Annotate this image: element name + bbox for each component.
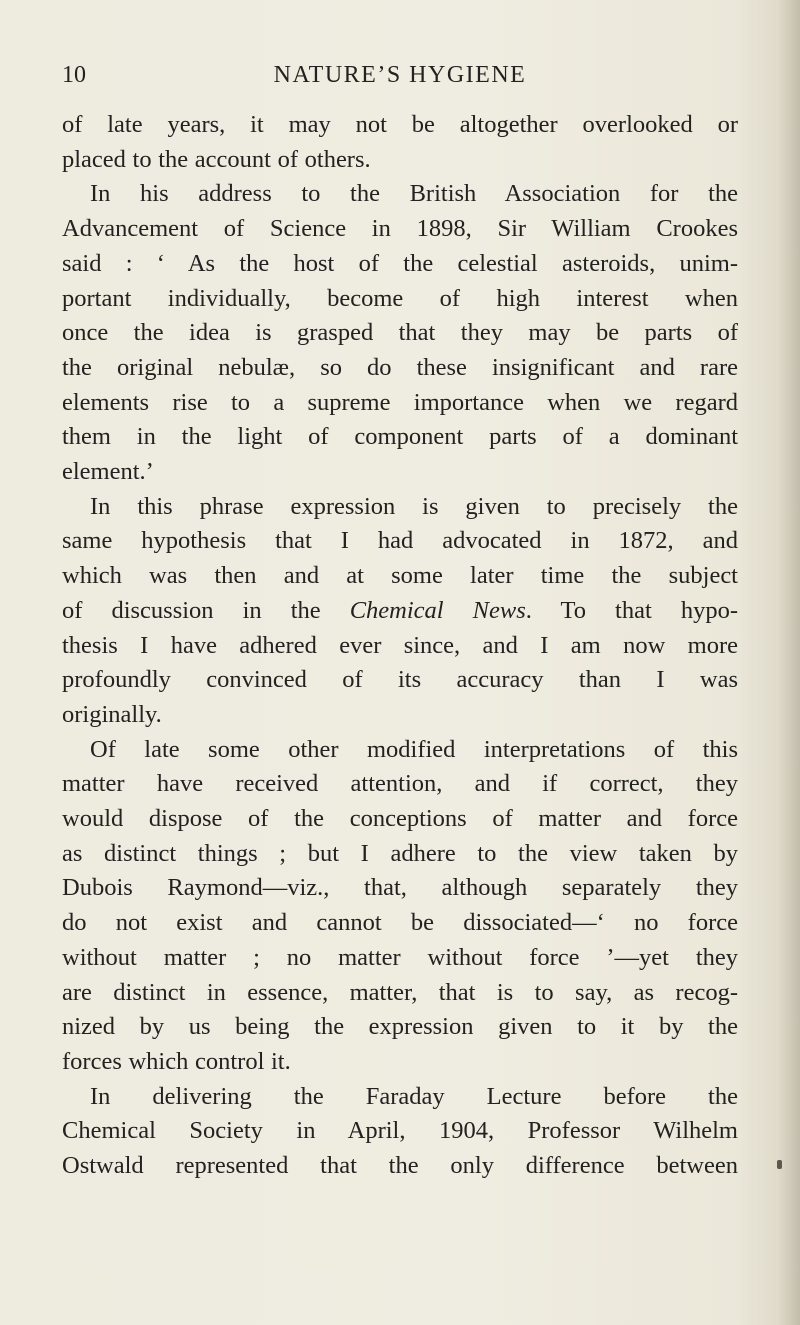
- margin-mark: [777, 1160, 782, 1169]
- page-edge-shadow: [778, 0, 800, 1325]
- text-line: matter have received attention, and if correct, they: [62, 770, 738, 798]
- text-line: In this phrase expression is given to precisely the: [90, 492, 738, 520]
- text-line: which was then and at some later time the subject: [62, 562, 738, 590]
- text-line: are distinct in essence, matter, that is to say, as recog-: [62, 978, 738, 1006]
- paragraph-2: [62, 177, 738, 489]
- text-line: once the idea is grasped that they may be parts of: [62, 319, 738, 347]
- text-line: elements rise to a supreme importance when we regard: [62, 388, 738, 416]
- text-line: of late years, it may not be altogether overlooked or: [62, 111, 738, 138]
- text-line: Advancement of Science in 1898, Sir William Crookes: [62, 215, 738, 243]
- text-line: [62, 594, 738, 629]
- text-line: In delivering the Faraday Lecture before the: [90, 1082, 738, 1110]
- text-line: Chemical Society in April, 1904, Professor Wilhelm: [62, 1117, 738, 1145]
- text-line: said : ‘ As the host of the celestial asteroids, unim-: [62, 249, 738, 277]
- text-line: originally.: [62, 700, 162, 728]
- text-line: profoundly convinced of its accuracy than I was: [62, 666, 738, 694]
- text-line: Dubois Raymond—viz., that, although separately they: [62, 874, 738, 902]
- body-text: [62, 108, 738, 1184]
- paragraph-4: [62, 733, 738, 1080]
- text-line: without matter ; no matter without force ’—yet they: [62, 943, 738, 971]
- text-line: do not exist and cannot be dissociated—‘ no force: [62, 909, 738, 937]
- paragraph-3: [62, 490, 738, 733]
- page-number: 10: [62, 62, 86, 88]
- text-segment: . To that hypo-: [525, 596, 738, 624]
- text-line: In his address to the British Association for the: [90, 180, 738, 208]
- text-line: Of late some other modified interpretations of this: [90, 735, 738, 763]
- running-head: NATURE’S HYGIENE: [273, 62, 527, 88]
- text-line: portant individually, become of high interest when: [62, 284, 738, 312]
- text-line: placed to the account of others.: [62, 145, 371, 173]
- text-line: the original nebulæ, so do these insignificant and rare: [62, 353, 738, 381]
- text-line: element.’: [62, 458, 154, 486]
- text-line: same hypothesis that I had advocated in 1872, and: [62, 527, 738, 555]
- paragraph-1: [62, 108, 738, 177]
- page-header: [62, 62, 738, 96]
- journal-title: Chemical News: [349, 596, 526, 624]
- text-line: would dispose of the conceptions of matter and force: [62, 805, 738, 833]
- text-segment: of discussion in the: [62, 596, 350, 624]
- text-line: as distinct things ; but I adhere to the view taken by: [62, 839, 738, 867]
- text-line: them in the light of component parts of a dominant: [62, 423, 738, 451]
- text-line: thesis I have adhered ever since, and I am now more: [62, 631, 738, 659]
- text-line: forces which control it.: [62, 1047, 291, 1075]
- text-line: nized by us being the expression given to it by the: [62, 1013, 738, 1041]
- paragraph-5: [62, 1080, 738, 1184]
- text-line: Ostwald represented that the only difference between: [62, 1152, 738, 1180]
